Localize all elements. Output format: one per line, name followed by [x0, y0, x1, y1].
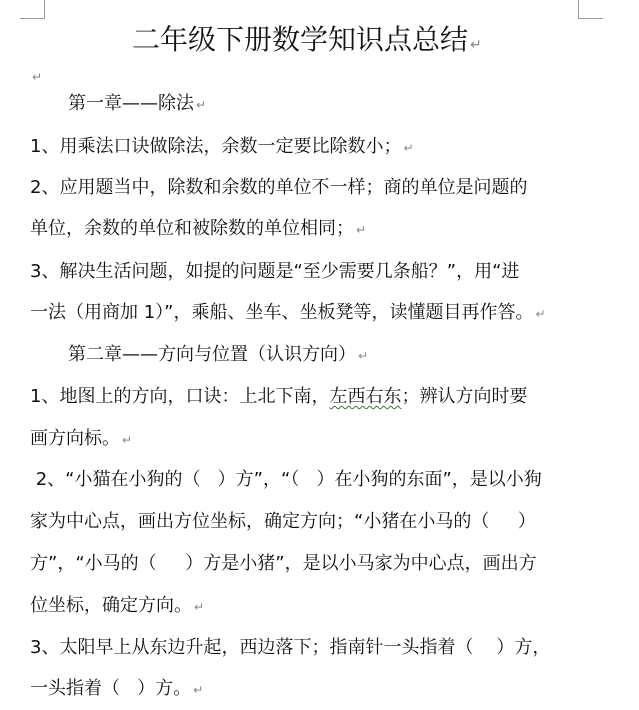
- chapter-1-heading-text: 第一章——除法: [68, 93, 194, 114]
- paragraph-mark-icon: ↵: [535, 307, 546, 321]
- line-text: 3、太阳早上从东边升起，西边落下；指南针一头指着（ ）方，: [30, 637, 551, 658]
- paragraph-mark-icon: ↵: [122, 433, 133, 447]
- line-text: 一法（用商加 1）”，乘船、坐车、坐板凳等，读懂题目再作答。: [30, 302, 534, 323]
- chapter-2-item-2-line-4: [30, 594, 204, 619]
- chapter-2-item-3-line-1: [30, 636, 550, 660]
- spellcheck-underlined-text: 左西右东: [329, 386, 402, 407]
- line-text: 2、“小猫在小狗的（ ）方”，“（ ）在小狗的东面”，是以小狗: [30, 469, 542, 490]
- page-corner-mark-left: [20, 0, 45, 19]
- paragraph-mark-icon: ↵: [32, 70, 43, 84]
- paragraph-mark-icon: ↵: [196, 98, 207, 112]
- chapter-2-item-3-line-2: [30, 677, 203, 702]
- paragraph-mark-icon: ↵: [403, 141, 414, 155]
- page-corner-mark-right: [578, 0, 603, 19]
- line-text: 画方向标。: [30, 428, 120, 449]
- empty-paragraph: [30, 64, 42, 89]
- paragraph-mark-icon: ↵: [356, 223, 367, 237]
- chapter-1-heading: [68, 92, 206, 117]
- chapter-1-item-2-line-2: [30, 217, 366, 242]
- chapter-2-item-2-line-2: [30, 510, 536, 534]
- chapter-2-item-2-line-1: [30, 468, 542, 492]
- paragraph-mark-icon: ↵: [358, 349, 369, 363]
- paragraph-mark-icon: ↵: [194, 600, 205, 614]
- paragraph-mark-icon: ↵: [470, 37, 482, 53]
- line-text: 3、解决生活问题，如提的问题是“至少需要几条船？”，用“进: [30, 261, 520, 282]
- chapter-2-item-2-line-3: [30, 552, 537, 576]
- line-text: 家为中心点，画出方位坐标，确定方向；“小猪在小马的（ ）: [30, 511, 536, 532]
- line-text: 一头指着（ ）方。: [30, 678, 192, 699]
- chapter-2-item-1-line-1: [30, 385, 527, 409]
- line-text: 方”，“小马的（ ）方是小猪”，是以小马家为中心点，画出方: [30, 553, 537, 574]
- chapter-2-heading: [68, 343, 368, 368]
- line-text: 位坐标，确定方向。: [30, 595, 192, 616]
- paragraph-mark-icon: ↵: [193, 683, 204, 697]
- line-text: 2、应用题当中，除数和余数的单位不一样；商的单位是问题的: [30, 177, 528, 198]
- line-text: 1、用乘法口诀做除法，余数一定要比除数小；: [30, 136, 402, 157]
- chapter-2-heading-text: 第二章——方向与位置（认识方向）: [68, 344, 356, 365]
- line-text: 单位，余数的单位和被除数的单位相同；: [30, 218, 354, 239]
- chapter-2-item-1-line-2: [30, 427, 132, 452]
- title-text: 二年级下册数学知识点总结: [132, 23, 469, 56]
- chapter-1-item-3-line-2: [30, 301, 546, 326]
- chapter-1-item-1: [30, 135, 414, 160]
- line-text: 1、地图上的方向，口诀：上北下南，: [30, 386, 330, 407]
- document-title: [132, 22, 482, 63]
- chapter-1-item-2-line-1: [30, 176, 527, 200]
- chapter-1-item-3-line-1: [30, 260, 519, 284]
- line-text: ；辨认方向时要: [401, 386, 528, 407]
